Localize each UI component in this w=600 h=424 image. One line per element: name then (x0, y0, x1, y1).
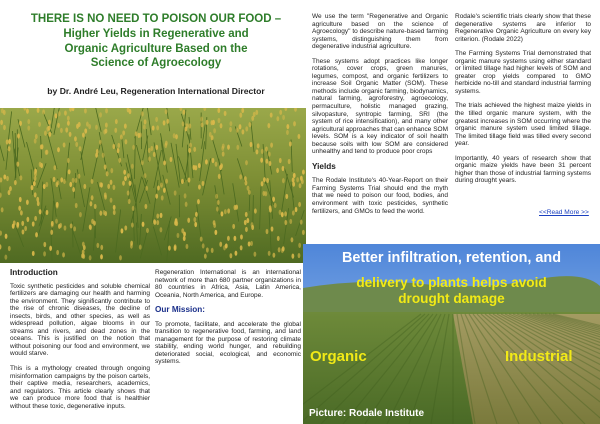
photo-caption-line1: Better infiltration, retention, and (341, 250, 562, 266)
article-subtitle (8, 27, 304, 71)
mission-text: To promote, facilitate, and accelerate the global transition to regenerative food, farming, and land management for the purpose of restoring climate stability, ending world hunger, and rebuilding deteriorated social, ecological, and economic systems. (155, 320, 301, 366)
rodale-paragraph: Rodale's scientific trials clearly show that these degenerative systems are inferior to Regenerative Organic Agriculture on every key criterion. (Rodale 2022) (455, 13, 591, 43)
photo-credit: Picture: Rodale Institute (309, 408, 425, 419)
yields-paragraph: The Rodale Institute's 40-Year-Report on their Farming Systems Trial should end the myth that we need to poison our food, bodies, and environment with toxic pesticides, synthetic fertilizers, and GMOs to feed the world. (312, 177, 448, 215)
rice-field-image (0, 108, 306, 263)
som-paragraph: These systems adopt practices like longer rotations, cover crops, green manures, legumes, compost, and organic fertilizers to increase Soil Organic Matter (SOM). These methods include organic farming, biodynamics, natural farming, agroforestry, agroecology, permaculture, holistic managed grazing, silvopasture, syntropic farming, SRI (the system of rice intensification), and many other agricultural approaches that can enhance SOM levels. SOM is a key indicator of soil health because soils with low SOM are considered unhealthy and tend to produce poor crops (312, 57, 448, 156)
intro-section (10, 269, 150, 417)
yields-heading: Yields (312, 161, 336, 171)
subtitle-line: Science of Agroecology (90, 57, 222, 70)
organic-label: Organic (310, 348, 367, 365)
network-paragraph: Regeneration International is an international network of more than 680 partner organizations in 80 countries in Africa, Asia, Latin America, Oceania, North America, and Europe. (155, 269, 301, 299)
trial-paragraph: The Farming Systems Trial demonstrated that organic manure systems using either standard or limited tillage had higher levels of SOM and greater crop yields compared to GMO herbicide no-till and standard industrial farming systems. (455, 50, 591, 95)
intro-paragraph: Toxic synthetic pesticides and soluble chemical fertilizers are damaging our health and harming the environment. They significantly contribute to the rise of chronic diseases, the decline of insects, birds, and other species, as well as widespread pollution, algae blooms in our streams and rivers, and dead zones in the oceans. This is justified on the notion that without poisoning our food and environment, we would starve. (10, 282, 150, 358)
article-title: THERE IS NO NEED TO POISON OUR FOOD – (30, 13, 282, 25)
drought-paragraph: Importantly, 40 years of research show that organic maize yields have been 31 percent higher than those of industrial farming systems during drought years. (455, 154, 591, 185)
caption-line: delivery to plants helps avoid (356, 275, 547, 290)
read-more-link[interactable]: <<Read More >> (539, 209, 589, 216)
subtitle-line: Organic Agriculture Based on the (64, 42, 248, 55)
intro-paragraph: This is a mythology created through ongoing misinformation campaigns by the poison cartels, their captive media, researchers, academics, and regulators. This article clearly shows that we can produce more food that is healthier without these toxic, degenerative inputs. (10, 365, 150, 410)
caption-line: drought damage (398, 291, 505, 306)
author-byline: by Dr. André Leu, Regeneration International Director (47, 86, 265, 96)
industrial-label: Industrial (505, 348, 573, 365)
subtitle-line: Higher Yields in Regenerative and (63, 28, 249, 40)
network-section (155, 269, 301, 373)
mission-heading: Our Mission: (155, 305, 206, 315)
field-comparison-photo (303, 244, 600, 424)
photo-caption-line2 (303, 275, 600, 307)
maize-paragraph: The trials achieved the highest maize yields in the tilled organic manure system, with the greatest increases in SOM occurring where the organic manure system used limited tillage. The limited tillage field was tilled every second year. (455, 102, 591, 148)
rodale-column (455, 13, 591, 192)
intro-heading: Introduction (10, 268, 58, 277)
terms-paragraph: We use the term "Regenerative and Organic agriculture based on the science of Agroecology" to describe nature-based farming systems, distinguishing them from degenerative industrial agriculture. (312, 13, 448, 51)
terms-column (312, 13, 448, 222)
